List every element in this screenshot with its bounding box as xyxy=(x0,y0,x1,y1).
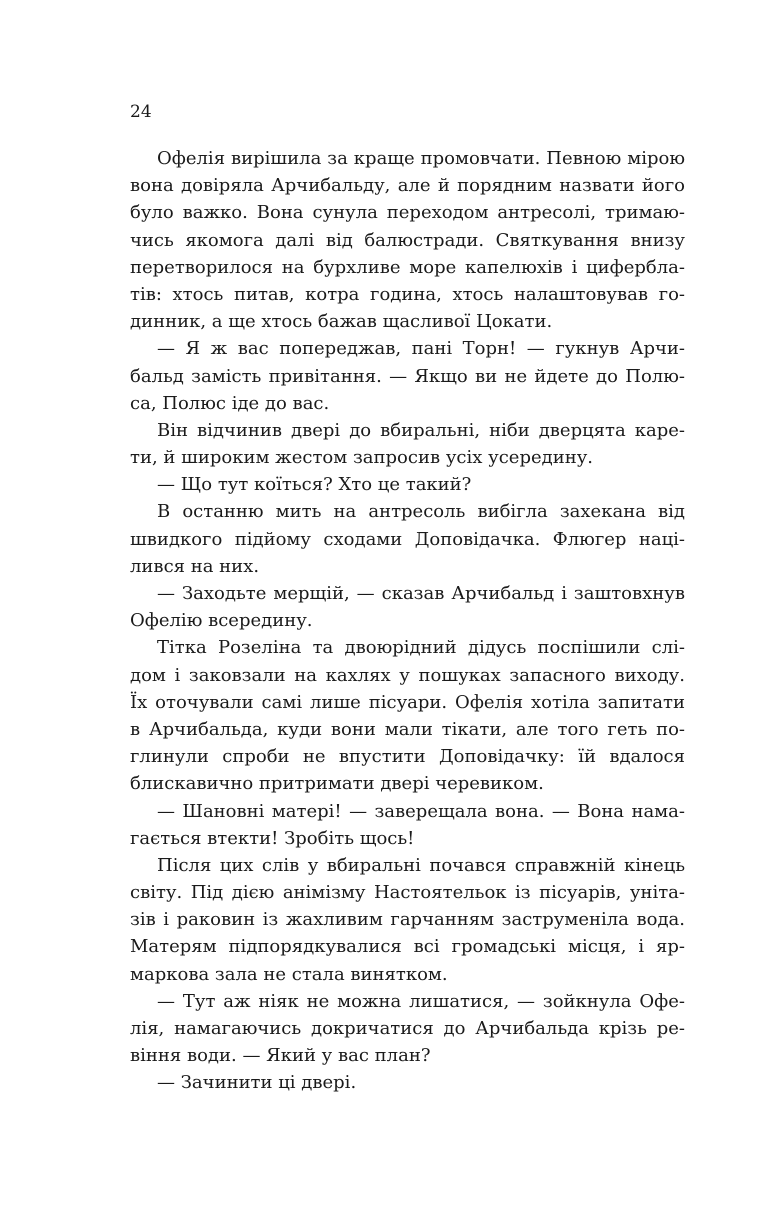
text-line: — Я ж вас попереджав, пані Торн! — гукнув Арчи- xyxy=(157,338,685,360)
page-number: 24 xyxy=(130,102,152,122)
text-line: перетворилося на бурхливе море капелюхів і цифербла- xyxy=(130,256,685,278)
text-line: швидкого підйому сходами Доповідачка. Флюгер наці- xyxy=(130,528,685,550)
text-line: В останню мить на антресоль вибігла захекана від xyxy=(157,501,685,523)
text-line: Тітка Розеліна та двоюрідний дідусь поспішили слі- xyxy=(157,637,685,659)
text-line: блискавично притримати двері черевиком. xyxy=(130,773,544,795)
text-line: Офелію всередину. xyxy=(130,610,313,632)
text-line: лився на них. xyxy=(130,555,260,577)
text-line: бальд замість привітання. — Якщо ви не йдете до Полю- xyxy=(130,365,685,387)
text-line: чись якомога далі від балюстради. Святкування внизу xyxy=(130,229,685,251)
text-line: в Арчибальда, куди вони мали тікати, але того геть по- xyxy=(130,718,685,740)
text-line: — Тут аж ніяк не можна лишатися, — зойкнула Офе- xyxy=(157,990,685,1012)
text-line: зів і раковин із жахливим гарчанням заструменіла вода. xyxy=(130,909,685,931)
text-line: ти, й широким жестом запросив усіх усередину. xyxy=(130,447,594,469)
text-line: тів: хтось питав, котра година, хтось налаштовував го- xyxy=(130,283,685,305)
text-line: Офелія вирішила за краще промовчати. Певною мірою xyxy=(157,148,685,169)
text-line: Їх оточували самі лише пісуари. Офелія хотіла запитати xyxy=(130,691,685,713)
text-line: було важко. Вона сунула переходом антресолі, тримаю- xyxy=(130,202,685,224)
text-line: Він відчинив двері до вбиральні, ніби дверцята каре- xyxy=(157,419,685,441)
text-line: віння води. — Який у вас план? xyxy=(130,1045,431,1067)
body-text xyxy=(130,145,685,1097)
text-line: лія, намагаючись докричатися до Арчибальда крізь ре- xyxy=(130,1018,685,1039)
text-line: вона довіряла Арчибальду, але й порядним назвати його xyxy=(130,175,685,197)
text-line: динник, а ще хтось бажав щасливої Цокати. xyxy=(130,311,553,333)
text-line: світу. Під дією анімізму Настоятельок із пісуарів, уніта- xyxy=(130,882,685,904)
text-line: дом і заковзали на кахлях у пошуках запасного виходу. xyxy=(130,664,685,686)
text-line: глинули спроби не впустити Доповідачку: їй вдалося xyxy=(130,746,685,768)
text-line: Після цих слів у вбиральні почався справжній кінець xyxy=(157,854,685,876)
text-line: Матерям підпорядкувалися всі громадські місця, і яр- xyxy=(130,936,685,958)
text-line: — Що тут коїться? Хто це такий? xyxy=(157,474,472,496)
text-line: гається втекти! Зробіть щось! xyxy=(130,827,415,849)
text-line: маркова зала не стала винятком. xyxy=(130,963,448,985)
text-line: са, Полюс іде до вас. xyxy=(130,392,330,414)
text-line: — Зачинити ці двері. xyxy=(157,1072,357,1094)
text-line: — Шановні матері! — заверещала вона. — Вона нама- xyxy=(157,800,685,822)
text-line: — Заходьте мерщій, — сказав Арчибальд і заштовхнув xyxy=(157,583,685,604)
